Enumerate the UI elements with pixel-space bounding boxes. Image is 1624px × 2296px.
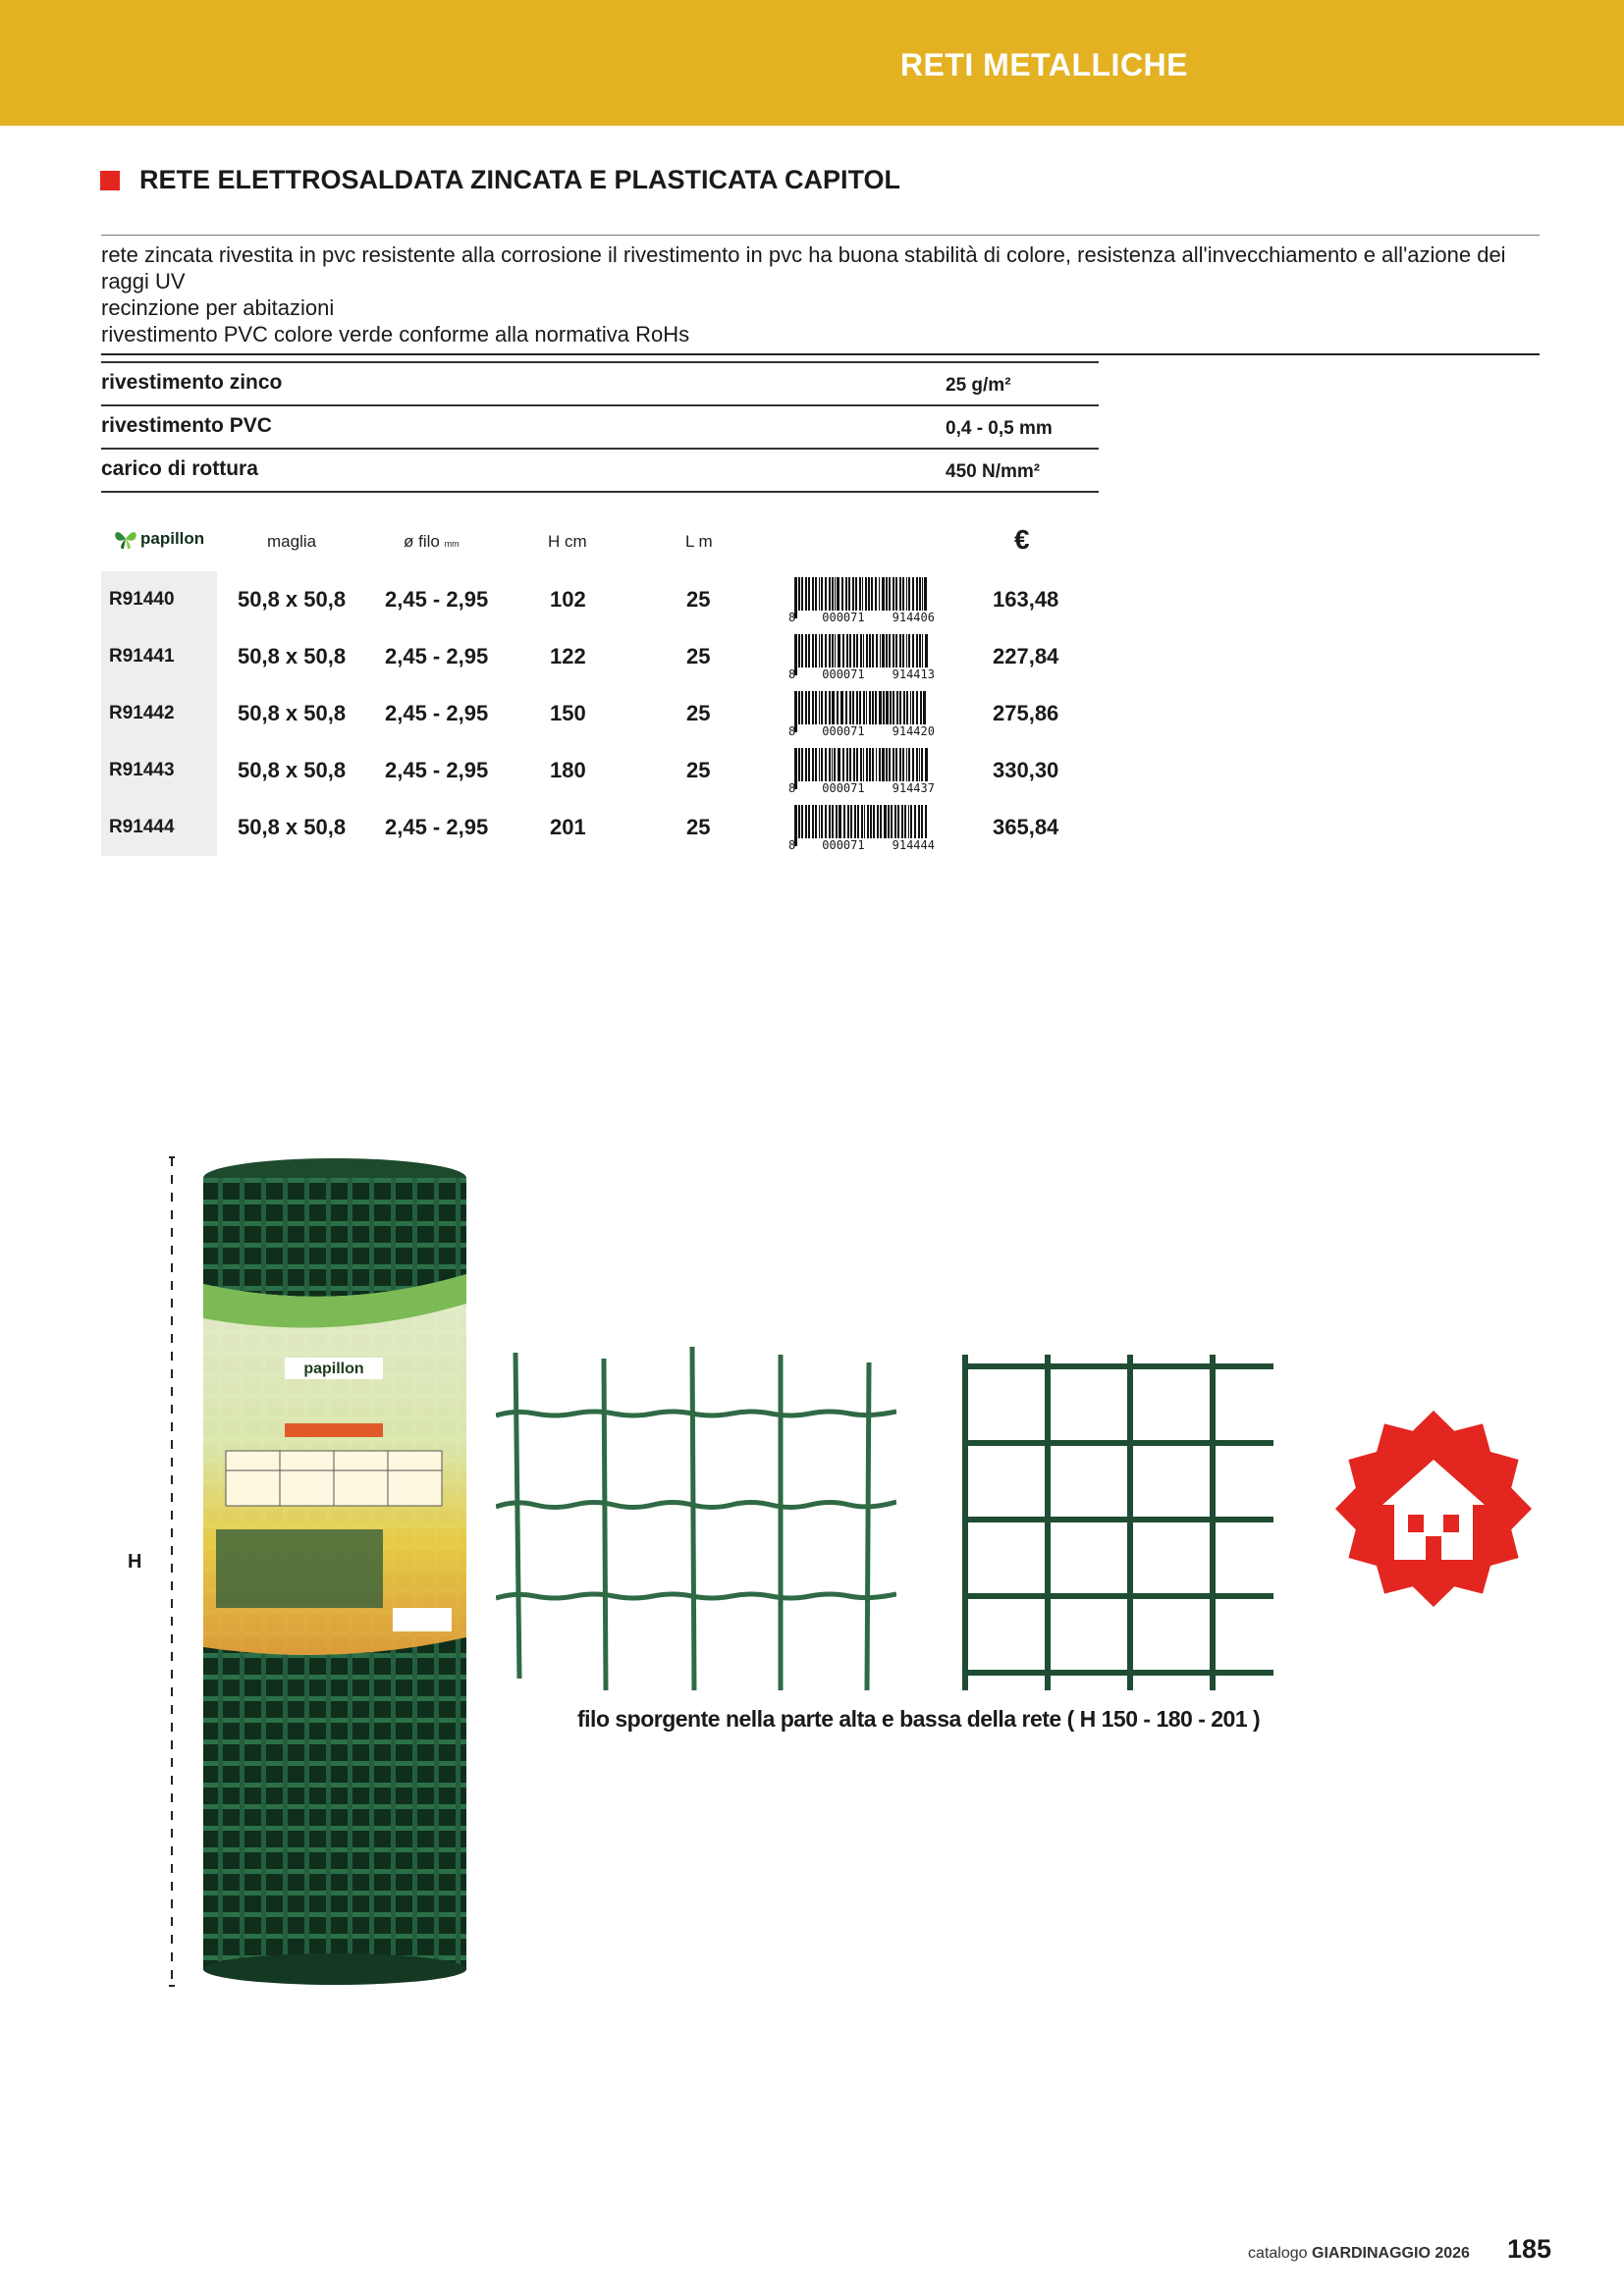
- ean-prefix: 8: [788, 611, 796, 624]
- ean-right: 914406: [892, 611, 935, 624]
- length-value: 25: [686, 644, 711, 668]
- height-dimension-line: [169, 1156, 175, 1987]
- price-value: 227,84: [993, 644, 1059, 668]
- length-value: 25: [686, 815, 711, 839]
- ean-prefix: 8: [788, 724, 796, 738]
- column-header-maglia: maglia: [267, 532, 317, 551]
- length-value: 25: [686, 758, 711, 782]
- catalog-name: [1248, 2245, 1470, 2263]
- ean-left: 000071: [822, 667, 865, 681]
- barcode: [788, 689, 936, 745]
- filo-value: 2,45 - 2,95: [385, 587, 489, 612]
- spec-label: carico di rottura: [101, 457, 258, 480]
- maglia-value: 50,8 x 50,8: [238, 587, 347, 612]
- table-row: [101, 628, 1083, 685]
- product-code: R91443: [109, 760, 175, 780]
- maglia-value: 50,8 x 50,8: [238, 701, 347, 725]
- ean-right: 914413: [892, 667, 935, 681]
- ean-left: 000071: [822, 724, 865, 738]
- page-number: 185: [1506, 2234, 1551, 2264]
- red-square-icon: [100, 171, 120, 190]
- divider: [101, 353, 1540, 355]
- code-cell: [101, 742, 217, 799]
- price-value: 163,48: [993, 587, 1059, 612]
- barcode-digits: [788, 781, 936, 795]
- product-title: RETE ELETTROSALDATA ZINCATA E PLASTICATA CAPITOL: [139, 165, 900, 194]
- column-header-price: €: [1014, 524, 1030, 555]
- height-value: 201: [550, 815, 586, 839]
- barcode: [788, 803, 936, 859]
- product-table: [101, 571, 1083, 856]
- spec-row: [101, 361, 1099, 406]
- height-value: 180: [550, 758, 586, 782]
- barcode-digits: [788, 667, 936, 681]
- filo-value: 2,45 - 2,95: [385, 815, 489, 839]
- description-line: rivestimento PVC colore verde conforme alla normativa RoHs: [101, 322, 690, 347]
- product-heading: [100, 165, 900, 195]
- mesh-detail-protruding-image: [496, 1345, 896, 1690]
- mesh-detail-image: [957, 1345, 1273, 1690]
- price-value: 365,84: [993, 815, 1059, 839]
- brand-logo: [113, 526, 204, 552]
- maglia-value: 50,8 x 50,8: [238, 815, 347, 839]
- barcode-digits: [788, 611, 936, 624]
- table-row: [101, 571, 1083, 628]
- barcode-digits: [788, 724, 936, 738]
- code-cell: [101, 571, 217, 628]
- price-value: 330,30: [993, 758, 1059, 782]
- brand-name: papillon: [140, 529, 205, 548]
- spec-label: rivestimento zinco: [101, 371, 283, 394]
- filo-value: 2,45 - 2,95: [385, 644, 489, 668]
- barcode: [788, 632, 936, 688]
- product-code: R91441: [109, 646, 175, 667]
- butterfly-icon: [113, 526, 138, 552]
- figure-caption: filo sporgente nella parte alta e bassa della rete ( H 150 - 180 - 201 ): [577, 1706, 1261, 1732]
- maglia-value: 50,8 x 50,8: [238, 644, 347, 668]
- column-header-h: H cm: [548, 532, 587, 551]
- filo-value: 2,45 - 2,95: [385, 701, 489, 725]
- code-cell: [101, 799, 217, 856]
- filo-value: 2,45 - 2,95: [385, 758, 489, 782]
- filo-unit: mm: [444, 539, 460, 549]
- barcode-digits: [788, 838, 936, 852]
- table-header: [101, 520, 1083, 569]
- barcode: [788, 746, 936, 802]
- barcode: [788, 575, 936, 631]
- height-value: 150: [550, 701, 586, 725]
- spec-row: [101, 450, 1099, 493]
- ean-prefix: 8: [788, 667, 796, 681]
- house-badge-icon: [1333, 1409, 1534, 1609]
- maglia-value: 50,8 x 50,8: [238, 758, 347, 782]
- ean-right: 914437: [892, 781, 935, 795]
- catalog-prefix: catalogo: [1248, 2245, 1308, 2262]
- spec-table: [101, 361, 1099, 493]
- ean-right: 914420: [892, 724, 935, 738]
- ean-prefix: 8: [788, 838, 796, 852]
- length-value: 25: [686, 701, 711, 725]
- header-bar: [0, 0, 1624, 126]
- svg-text:papillon: papillon: [303, 1361, 364, 1377]
- ean-left: 000071: [822, 781, 865, 795]
- table-row: [101, 799, 1083, 856]
- height-value: 102: [550, 587, 586, 612]
- ean-left: 000071: [822, 838, 865, 852]
- code-cell: [101, 685, 217, 742]
- spec-row: [101, 406, 1099, 450]
- product-code: R91444: [109, 817, 175, 837]
- filo-label: ø filo: [404, 532, 440, 551]
- column-header-l: L m: [685, 532, 713, 551]
- spec-value: 0,4 - 0,5 mm: [946, 418, 1053, 439]
- catalog-title: GIARDINAGGIO 2026: [1312, 2245, 1470, 2262]
- description-line: recinzione per abitazioni: [101, 295, 335, 320]
- spec-label: rivestimento PVC: [101, 414, 272, 437]
- column-header-filo: [404, 532, 460, 552]
- price-value: 275,86: [993, 701, 1059, 725]
- code-cell: [101, 628, 217, 685]
- height-label: H: [128, 1551, 142, 1573]
- spec-value: 25 g/m²: [946, 375, 1011, 396]
- table-row: [101, 742, 1083, 799]
- product-code: R91440: [109, 589, 175, 610]
- mesh-roll-image: [196, 1156, 473, 1991]
- section-title: RETI METALLICHE: [899, 47, 1188, 82]
- height-value: 122: [550, 644, 586, 668]
- ean-right: 914444: [892, 838, 935, 852]
- table-row: [101, 685, 1083, 742]
- product-description: [101, 241, 1544, 347]
- length-value: 25: [686, 587, 711, 612]
- description-line: rete zincata rivestita in pvc resistente alla corrosione il rivestimento in pvc ha buona stabilità di colore, resistenza all'invecchiamento e all'azione dei raggi UV: [101, 242, 1506, 294]
- ean-prefix: 8: [788, 781, 796, 795]
- product-code: R91442: [109, 703, 175, 723]
- spec-value: 450 N/mm²: [946, 461, 1041, 482]
- page-footer: [1248, 2234, 1551, 2265]
- divider: [101, 235, 1540, 236]
- ean-left: 000071: [822, 611, 865, 624]
